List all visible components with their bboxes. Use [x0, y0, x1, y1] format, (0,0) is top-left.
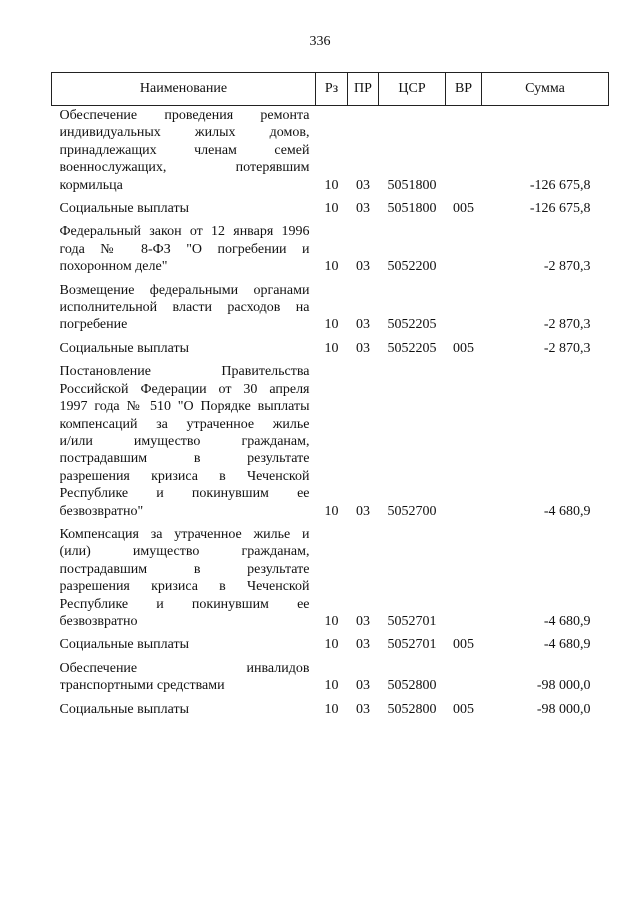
row-pr: 03: [356, 340, 370, 356]
table-row: [52, 701, 609, 724]
row-name: [52, 636, 316, 659]
table-row: [52, 200, 609, 223]
table-row: [52, 223, 609, 281]
row-name-line: безвозвратно": [59, 503, 144, 519]
row-name: [52, 106, 316, 201]
table-body: [52, 106, 609, 725]
table-row: [52, 660, 609, 701]
row-name-line: Республике и покинувшим ее: [59, 596, 310, 612]
row-rz: 10: [324, 701, 339, 717]
row-vr: [446, 363, 482, 526]
header-vr: ВР: [446, 73, 482, 106]
row-name-line: индивидуальных жилых домов,: [59, 125, 310, 141]
row-rz: 10: [324, 637, 339, 653]
table-row: [52, 282, 609, 340]
row-sum: -2 870,3: [543, 317, 591, 333]
row-sum: -2 870,3: [543, 259, 591, 275]
row-csr: 5052700: [387, 503, 437, 519]
row-sum: -4 680,9: [543, 613, 591, 629]
row-name: [52, 282, 316, 340]
row-name-line: безвозвратно: [59, 613, 138, 629]
row-name: [52, 701, 316, 724]
row-vr: [446, 282, 482, 340]
row-name-line: Постановление Правительства: [59, 364, 310, 380]
row-csr: 5052200: [387, 259, 437, 275]
row-vr: 005: [453, 201, 474, 217]
table-row: [52, 106, 609, 201]
row-name: [52, 526, 316, 636]
row-name-line: года № 8-ФЗ "О погребении и: [59, 241, 310, 257]
row-sum: -4 680,9: [543, 637, 591, 653]
row-name-line: кормильца: [59, 177, 123, 193]
row-name: [52, 363, 316, 526]
row-csr: 5052205: [387, 340, 437, 356]
row-sum: -98 000,0: [536, 701, 591, 717]
row-sum: -98 000,0: [536, 678, 591, 694]
row-name-line: исполнительной власти расходов на: [59, 300, 310, 316]
header-sum: Сумма: [482, 73, 609, 106]
row-name: [52, 200, 316, 223]
row-pr: 03: [356, 503, 370, 519]
row-name-line: военнослужащих, потерявшим: [59, 160, 310, 176]
table-row: [52, 340, 609, 363]
row-name-line: компенсаций за утраченное жилье: [59, 416, 310, 432]
row-name: [52, 340, 316, 363]
row-pr: 03: [356, 177, 370, 193]
row-vr: [446, 660, 482, 701]
row-csr: 5052205: [387, 317, 437, 333]
row-name-line: Социальные выплаты: [59, 637, 190, 653]
table-row: [52, 363, 609, 526]
row-vr: [446, 106, 482, 201]
row-csr: 5051800: [387, 177, 437, 193]
page-number: 336: [309, 34, 331, 49]
row-pr: 03: [356, 259, 370, 275]
row-rz: 10: [324, 613, 339, 629]
row-pr: 03: [356, 201, 370, 217]
budget-table: [51, 72, 609, 724]
row-vr: 005: [453, 340, 474, 356]
row-name-line: разрешения кризиса в Чеченской: [59, 579, 310, 595]
row-name-line: Социальные выплаты: [59, 340, 190, 356]
row-name-line: похоронном деле": [59, 259, 168, 275]
row-sum: -126 675,8: [529, 201, 591, 217]
row-vr: 005: [453, 701, 474, 717]
row-csr: 5052800: [387, 678, 437, 694]
header-name: Наименование: [52, 73, 316, 106]
row-name-line: Обеспечение проведения ремонта: [59, 108, 310, 123]
row-rz: 10: [324, 177, 339, 193]
row-name-line: и/или имущество гражданам,: [59, 433, 310, 449]
row-vr: 005: [453, 637, 474, 653]
row-csr: 5052800: [387, 701, 437, 717]
table-row: [52, 526, 609, 636]
row-vr: [446, 526, 482, 636]
row-rz: 10: [324, 340, 339, 356]
row-pr: 03: [356, 613, 370, 629]
row-name: [52, 223, 316, 281]
table-header-row: [52, 73, 609, 106]
row-rz: 10: [324, 201, 339, 217]
row-csr: 5051800: [387, 201, 437, 217]
row-rz: 10: [324, 678, 339, 694]
row-name-line: Социальные выплаты: [59, 201, 190, 217]
row-pr: 03: [356, 637, 370, 653]
row-name-line: Компенсация за утраченное жилье и: [59, 526, 310, 542]
row-name-line: принадлежащих членам семей: [59, 142, 310, 158]
row-name-line: Возмещение федеральными органами: [59, 282, 310, 298]
row-csr: 5052701: [387, 637, 437, 653]
row-pr: 03: [356, 701, 370, 717]
row-name-line: Республике и покинувшим ее: [59, 486, 310, 502]
row-vr: [446, 223, 482, 281]
row-name-line: Федеральный закон от 12 января 1996: [59, 224, 310, 240]
header-rz: Рз: [316, 73, 348, 106]
row-name-line: пострадавшим в результате: [59, 561, 310, 577]
row-sum: -4 680,9: [543, 503, 591, 519]
row-name-line: Социальные выплаты: [59, 701, 190, 717]
row-name-line: 1997 года № 510 "О Порядке выплаты: [59, 399, 310, 415]
row-name-line: Российской Федерации от 30 апреля: [59, 381, 310, 397]
row-name-line: Обеспечение инвалидов: [59, 660, 310, 676]
row-rz: 10: [324, 317, 339, 333]
row-pr: 03: [356, 678, 370, 694]
row-csr: 5052701: [387, 613, 437, 629]
row-name-line: погребение: [59, 317, 128, 333]
table-row: [52, 636, 609, 659]
row-rz: 10: [324, 259, 339, 275]
row-name-line: (или) имущество гражданам,: [59, 544, 310, 560]
row-pr: 03: [356, 317, 370, 333]
row-rz: 10: [324, 503, 339, 519]
header-pr: ПР: [348, 73, 379, 106]
row-sum: -2 870,3: [543, 340, 591, 356]
header-csr: ЦСР: [379, 73, 446, 106]
row-name-line: разрешения кризиса в Чеченской: [59, 468, 310, 484]
row-name-line: транспортными средствами: [59, 678, 225, 694]
row-name-line: пострадавшим в результате: [59, 451, 310, 467]
row-name: [52, 660, 316, 701]
row-sum: -126 675,8: [529, 177, 591, 193]
